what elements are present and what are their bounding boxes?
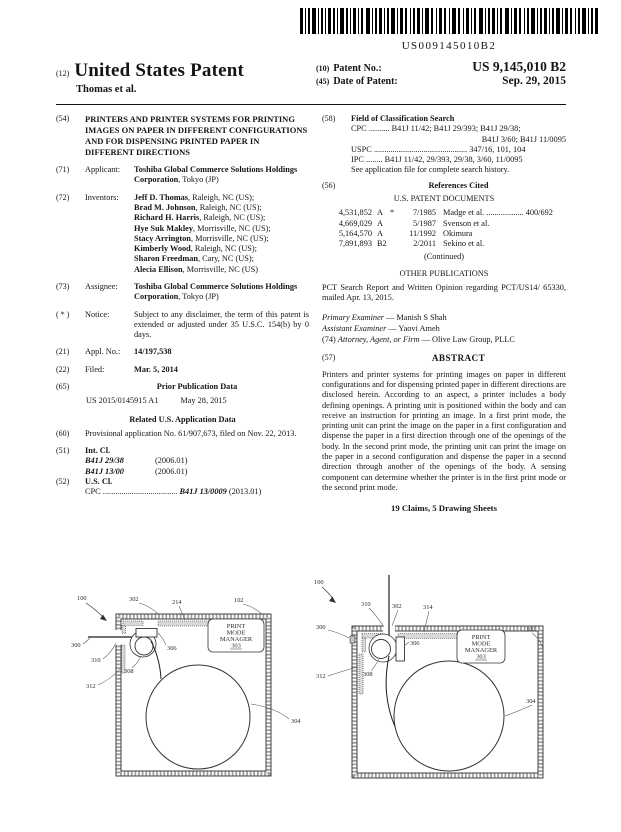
- guide-bar: [362, 638, 366, 652]
- ref-304: 304: [526, 698, 536, 705]
- pmm-line: PRINT: [226, 623, 246, 630]
- ref-310: 310: [91, 657, 101, 664]
- ref-308: 308: [124, 668, 134, 675]
- table-row: 7,891,893 B2 2/2011 Sekino et al.: [338, 239, 485, 249]
- continued-note: (Continued): [423, 252, 465, 262]
- field-number: (71): [56, 165, 70, 175]
- header: [56, 60, 566, 95]
- related-heading: Related U.S. Application Data: [129, 414, 236, 424]
- field-uspc: USPC ............................................. 347/16, 101, 104: [351, 144, 526, 154]
- ref-100: 100: [314, 579, 324, 586]
- field-number: (57): [322, 353, 336, 363]
- field-search-label: Field of Classification Search: [351, 114, 455, 123]
- ref-302: 302: [129, 596, 139, 603]
- us-docs-heading: U.S. PATENT DOCUMENTS: [393, 193, 495, 203]
- ref-302: 302: [392, 603, 402, 610]
- abstract-heading: ABSTRACT: [431, 353, 486, 364]
- related-entry: [56, 429, 309, 439]
- left-column: [56, 114, 309, 498]
- barcode-block: [300, 8, 598, 52]
- intcl-row: B41J 13/00 (2006.01): [85, 466, 188, 476]
- ref-306: 306: [410, 640, 420, 647]
- ref-312: 312: [86, 683, 96, 690]
- field-number: (60): [56, 428, 70, 438]
- attorney-value: — Olive Law Group, PLLC: [419, 335, 515, 345]
- field-number: (73): [56, 282, 70, 291]
- uscl-cpc-line: CPC .................................... B41J 13/0009 (2013.01): [85, 487, 262, 497]
- attorney-code: (74): [322, 335, 336, 345]
- barcode-number: US009145010B2: [401, 40, 497, 52]
- ref-308: 308: [363, 671, 373, 678]
- filed-label: Filed:: [85, 364, 105, 374]
- references-heading: References Cited: [428, 180, 489, 190]
- other-pubs-heading: OTHER PUBLICATIONS: [399, 268, 489, 278]
- title-entry: [56, 114, 309, 158]
- patent-no-code: (10): [316, 64, 330, 73]
- invention-title: PRINTERS AND PRINTER SYSTEMS FOR PRINTING IMAGES ON PAPER IN DIFFERENT CONFIGURATIONS AND FOR DISPENSING PRINTED PAPER IN DIFFERENT DIRECTIONS: [85, 114, 308, 158]
- ref-300: 300: [71, 642, 81, 649]
- attorney-label: Attorney, Agent, or Firm: [337, 335, 420, 345]
- prior-pub-heading: Prior Publication Data: [156, 381, 238, 391]
- notice-label: Notice:: [85, 309, 110, 319]
- patent-authors: Thomas et al.: [76, 84, 137, 95]
- wall-notch-300: [350, 636, 355, 643]
- uscl-entry: [56, 477, 309, 498]
- appl-no-value: 14/197,538: [134, 347, 172, 357]
- inventors-list: [134, 193, 309, 275]
- assignee-location: , Tokyo (JP): [178, 292, 219, 302]
- assistant-examiner-value: — Yaovi Ameh: [386, 323, 440, 333]
- leader-line: [322, 587, 333, 599]
- field-number: (22): [56, 364, 70, 374]
- pmm-line: MODE: [226, 629, 246, 637]
- date-label: Date of Patent:: [333, 76, 398, 87]
- guide-bar: [123, 621, 143, 626]
- ref-314: 314: [423, 604, 433, 611]
- other-pubs-text: PCT Search Report and Written Opinion regarding PCT/US14/ 65330, mailed Apr. 13, 2015.: [322, 282, 566, 303]
- intcl-entry: [56, 446, 309, 477]
- field-number: (65): [56, 381, 70, 391]
- applicant-location: , Tokyo (JP): [178, 175, 219, 185]
- abstract-heading-row: [322, 353, 566, 364]
- ref-102: 102: [526, 626, 536, 633]
- assistant-examiner-label: Assistant Examiner: [322, 323, 387, 333]
- field-number: (52): [56, 476, 70, 486]
- pmm-line: MODE: [471, 640, 491, 648]
- barcode-icon: [300, 8, 598, 34]
- abstract-text: Printers and printer systems for printing images on paper in different configurations and for dispensing printed paper in different directions are disclosed herein. According to an aspect, a printer includes a body defining openings. A printing unit is positioned within the body and can receive an instruction for printing an image. In a first print mode, the printing unit can print the image on the paper in a first configuration and dispense the paper in a first direction through one of the openings of the body. In the second print mode, the printing unit can print the image on the paper in a second configuration and dispense the paper in a second direction through another of the openings of the body. A sensing component can determine whether the printer is in the first print mode or the second print mode.: [322, 369, 566, 492]
- filed-entry: [56, 365, 309, 375]
- pmm-ref: 303: [231, 642, 241, 650]
- patent-no-value: US 9,145,010 B2: [472, 59, 566, 74]
- patent-no-label: Patent No.:: [333, 63, 382, 74]
- ref-102: 102: [234, 597, 244, 604]
- filed-value: Mar. 5, 2014: [134, 364, 178, 374]
- assignee-name: Toshiba Global Commerce Solutions Holdings Corporation: [134, 282, 298, 302]
- applicant-name: Toshiba Global Commerce Solutions Holdings Corporation: [134, 165, 298, 185]
- field-number: (72): [56, 192, 70, 202]
- prior-pub-date: May 28, 2015: [180, 396, 227, 406]
- paper-roll-304: [394, 661, 504, 771]
- field-number: (21): [56, 347, 70, 357]
- figure-first-print-mode: [55, 573, 305, 821]
- inventors-entry: [56, 193, 309, 275]
- assignee-label: Assignee:: [85, 282, 118, 291]
- primary-examiner-label: Primary Examiner: [322, 312, 384, 322]
- printhead-306: [396, 637, 405, 661]
- ref-310: 310: [361, 601, 371, 608]
- inventor: Jeff D. Thomas, Raleigh, NC (US); Brad M. Johnson, Raleigh, NC (US); Richard H. Harris, Raleigh, NC (US); Hye Suk Makley, Morrisville, NC (US); Stacy Arrington, Morrisville, NC (US); Kimberly Wood, Raleigh, NC (US); Sharon Freedman, Cary, NC (US); Alecia Ellison, Morrisville, NC (US): [134, 192, 271, 274]
- notice-text: Subject to any disclaimer, the term of this patent is extended or adjusted under 35 U.S.C. 154(b) by 0 days.: [134, 309, 309, 340]
- ref-214: 214: [172, 599, 182, 606]
- examiners-block: [322, 313, 566, 346]
- printhead-306: [136, 629, 157, 638]
- date-code: (45): [316, 77, 330, 86]
- arrowhead: [329, 597, 336, 604]
- kind-code-number: (12): [56, 69, 70, 78]
- table-row: 4,531,852 A * 7/1985 Madge et al. .................. 400/692: [338, 208, 553, 218]
- patent-citations-table: [328, 208, 566, 249]
- pmm-line: MANAGER: [219, 636, 253, 643]
- roller-308: [135, 637, 153, 655]
- inventors-label: Inventors:: [85, 192, 119, 202]
- ref-100: 100: [77, 595, 87, 602]
- field-ipc: IPC ........ B41J 11/42, 29/393, 29/38, 3/60, 11/0095: [351, 155, 523, 165]
- figure-second-print-mode: [305, 570, 567, 822]
- field-see-note: See application file for complete search history.: [351, 165, 510, 175]
- applicant-label: Applicant:: [85, 165, 121, 175]
- field-number: ( * ): [56, 309, 70, 319]
- date-value: Sep. 29, 2015: [502, 75, 566, 87]
- field-number: (56): [322, 180, 336, 190]
- pmm-line: MANAGER: [464, 647, 498, 654]
- field-number: (58): [322, 114, 336, 123]
- ref-306: 306: [167, 645, 177, 652]
- prior-pub-entry: [56, 382, 309, 392]
- notice-entry: [56, 310, 309, 341]
- ref-304: 304: [291, 718, 301, 725]
- guide-bar: [122, 626, 126, 634]
- primary-examiner-value: — Manish S Shah: [383, 312, 447, 322]
- pmm-ref: 303: [476, 653, 486, 661]
- appl-no-entry: [56, 347, 309, 357]
- related-text: Provisional application No. 61/907,673, filed on Nov. 22, 2013.: [85, 428, 297, 438]
- field-search-entry: [322, 114, 566, 176]
- references-entry: [322, 181, 566, 191]
- table-row: 5,164,570 A 11/1992 Okimura: [338, 228, 473, 238]
- paper-roll-304: [146, 665, 250, 769]
- right-column: [322, 114, 566, 514]
- intcl-label: Int. Cl.: [85, 446, 111, 456]
- uscl-label: U.S. Cl.: [85, 476, 113, 486]
- field-number: (54): [56, 114, 70, 123]
- header-divider: [56, 104, 566, 105]
- applicant-entry: [56, 165, 309, 186]
- assignee-entry: [56, 282, 309, 303]
- intcl-row: B41J 29/38 (2006.01): [85, 456, 188, 466]
- table-row: 4,669,029 A 5/1987 Svenson et al.: [338, 218, 490, 228]
- ref-312: 312: [316, 673, 326, 680]
- leader-line: [86, 603, 104, 618]
- pmm-line: PRINT: [471, 634, 491, 641]
- appl-no-label: Appl. No.:: [85, 347, 121, 357]
- prior-pub-row: [56, 396, 309, 406]
- field-cpc-line1: CPC .......... B41J 11/42; B41J 29/393; B41J 29/38;: [351, 124, 521, 134]
- ref-300: 300: [316, 624, 326, 631]
- claims-line: 19 Claims, 5 Drawing Sheets: [391, 503, 497, 514]
- field-number: (51): [56, 446, 70, 456]
- prior-pub-value: US 2015/0145915 A1: [86, 396, 159, 406]
- roller-308: [372, 640, 391, 659]
- page-title: United States Patent: [74, 60, 245, 81]
- field-cpc-line2: B41J 3/60; B41J 11/0095: [481, 134, 566, 144]
